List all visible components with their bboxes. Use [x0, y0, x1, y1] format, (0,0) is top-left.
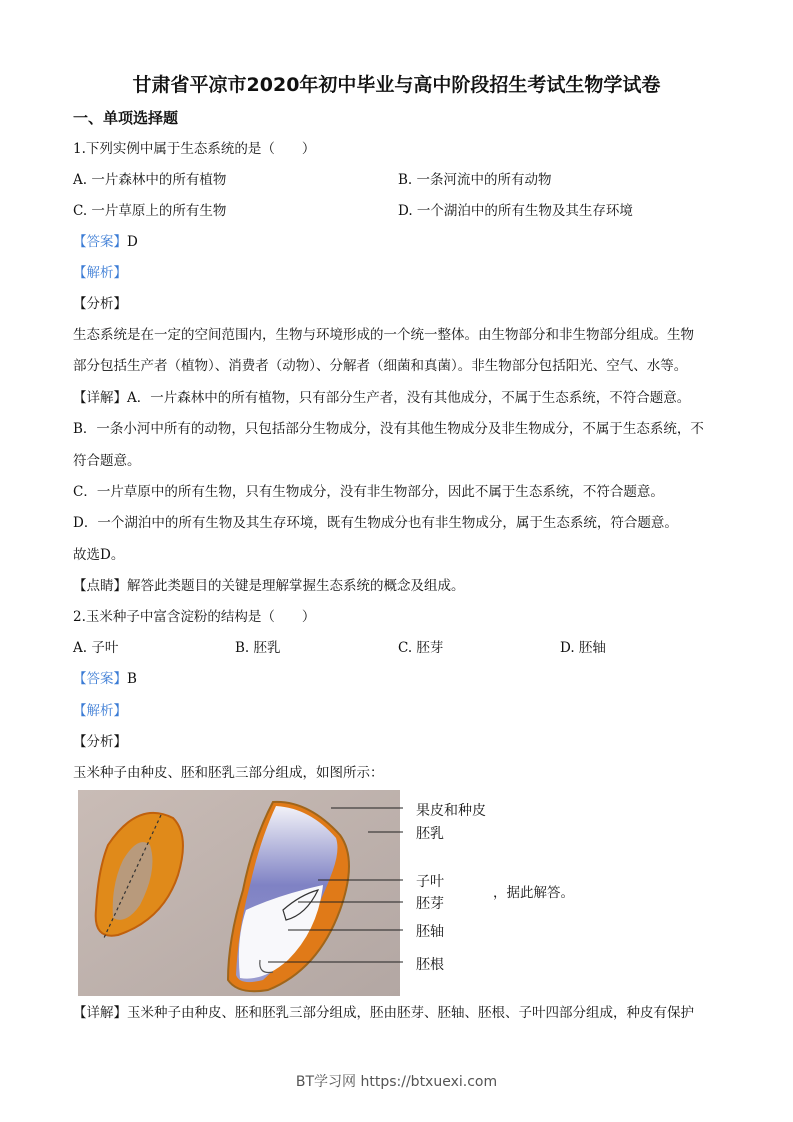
question-1-stem: 1.下列实例中属于生态系统的是（ ） [73, 141, 316, 157]
q2-answer [73, 669, 137, 689]
answer-label: 【答案】 [73, 234, 127, 250]
q1-analysis-line: 生态系统是在一定的空间范围内，生物与环境形成的一个统一整体。由生物部分和非生物部分组成。生物 [73, 327, 694, 343]
q1-detail-line: 故选D。 [73, 547, 125, 563]
question-2-stem: 2.玉米种子中富含淀粉的结构是（ ） [73, 609, 316, 625]
q1-detail-line: 【详解】A．一片森林中的所有植物，只有部分生产者，没有其他成分，不属于生态系统，不符合题意。 [73, 390, 691, 406]
corn-seed-figure [78, 790, 498, 1000]
q1-option-d: D. 一个湖泊中的所有生物及其生存环境 [398, 203, 633, 219]
q2-option-d: D. 胚轴 [560, 640, 606, 656]
answer-value: D [127, 234, 138, 250]
label-radicle: 胚根 [416, 957, 444, 973]
footer-watermark: BT学习网 https://btxuexi.com [295, 1074, 498, 1090]
q2-jiexi-label: 【解析】 [73, 703, 127, 719]
answer-label: 【答案】 [73, 671, 127, 687]
q1-detail-line: 符合题意。 [73, 453, 141, 469]
after-figure-text: ，据此解答。 [493, 885, 574, 901]
label-plumule: 胚芽 [416, 896, 444, 912]
q1-option-a: A. 一片森林中的所有植物 [73, 172, 227, 188]
q1-answer [73, 232, 138, 252]
q2-intro: 玉米种子由种皮、胚和胚乳三部分组成，如图所示： [73, 765, 384, 781]
answer-value: B [127, 671, 137, 687]
q1-detail-line: C．一片草原中的所有生物，只有生物成分，没有非生物部分，因此不属于生态系统，不符合题意。 [73, 484, 664, 500]
label-hypocotyl: 胚轴 [416, 924, 444, 940]
section-heading: 一、单项选择题 [73, 109, 179, 127]
page-title: 甘肃省平凉市2020年初中毕业与高中阶段招生考试生物学试卷 [132, 74, 661, 96]
q2-option-a: A. 子叶 [73, 640, 119, 656]
q1-option-b: B. 一条河流中的所有动物 [398, 172, 552, 188]
label-cotyledon: 子叶 [416, 874, 444, 890]
q1-analysis-line: 部分包括生产者（植物）、消费者（动物）、分解者（细菌和真菌）。非生物部分包括阳光、空气、水等。 [73, 358, 688, 374]
q1-detail-line: D．一个湖泊中的所有生物及其生存环境，既有生物成分也有非生物成分，属于生态系统，符合题意。 [73, 515, 678, 531]
q1-detail-line: B．一条小河中所有的动物，只包括部分生物成分，没有其他生物成分及非生物成分，不属于生态系统，不 [73, 421, 704, 437]
q2-fenxi-label: 【分析】 [73, 734, 127, 750]
q2-option-c: C. 胚芽 [398, 640, 444, 656]
label-endosperm: 胚乳 [416, 826, 444, 842]
q2-option-b: B. 胚乳 [235, 640, 281, 656]
q1-jiexi-label: 【解析】 [73, 265, 127, 281]
q1-option-c: C. 一片草原上的所有生物 [73, 203, 227, 219]
q2-detail-line: 【详解】玉米种子由种皮、胚和胚乳三部分组成，胚由胚芽、胚轴、胚根、子叶四部分组成，种皮有保护 [73, 1005, 694, 1021]
label-pericarp-seedcoat: 果皮和种皮 [416, 803, 486, 819]
q1-fenxi-label: 【分析】 [73, 296, 127, 312]
q1-tip: 【点睛】解答此类题目的关键是理解掌握生态系统的概念及组成。 [73, 578, 465, 594]
